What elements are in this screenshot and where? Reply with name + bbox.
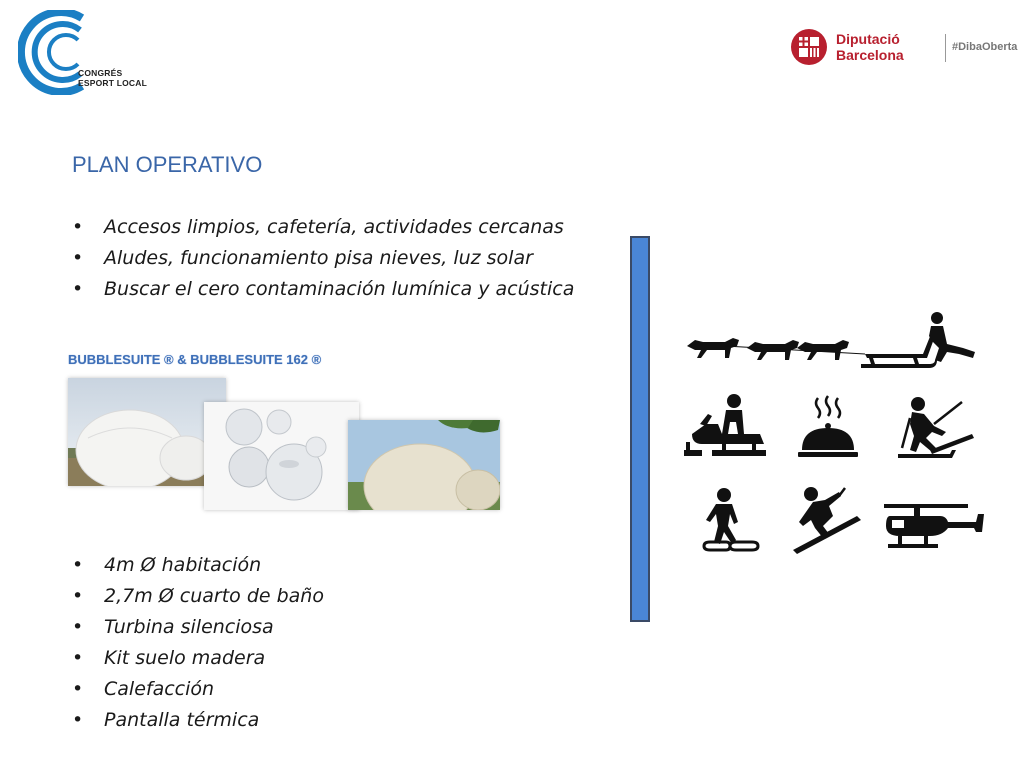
hashtag-label: #DibaOberta — [952, 41, 1018, 53]
list-item: • 4m Ø habitación — [72, 550, 324, 581]
restaurant-cloche-icon — [796, 394, 860, 464]
list-item: • Buscar el cero contaminación lumínica y acústica — [72, 274, 574, 305]
list-item: • Pantalla térmica — [72, 705, 324, 736]
helicopter-icon — [880, 502, 984, 552]
congres-esport-local-logo — [18, 10, 158, 100]
diputacio-barcelona-logo — [790, 28, 1018, 70]
vertical-accent-bar — [630, 236, 650, 622]
snowshoe-icon — [702, 488, 762, 556]
org-name — [836, 31, 904, 63]
list-item: • 2,7m Ø cuarto de baño — [72, 581, 324, 612]
list-item: • Kit suelo madera — [72, 643, 324, 674]
logo-text — [78, 68, 147, 88]
logo-line-2: ESPORT LOCAL — [78, 78, 147, 88]
downhill-ski-icon — [793, 486, 861, 556]
bullet-list-bottom — [72, 550, 324, 736]
cross-country-ski-icon — [890, 396, 974, 460]
slide-title: PLAN OPERATIVO — [72, 152, 263, 177]
bullet-list-top — [72, 212, 574, 305]
list-item: • Calefacción — [72, 674, 324, 705]
bubble-tent-photo-3 — [348, 420, 500, 510]
logo-line-1: CONGRÉS — [78, 68, 123, 78]
collage-title: BUBBLESUITE ® & BUBBLESUITE 162 ® — [68, 352, 322, 367]
org-line-1: Diputació — [836, 31, 900, 47]
list-item: • Aludes, funcionamiento pisa nieves, luz solar — [72, 243, 574, 274]
snowmobile-icon — [682, 394, 768, 464]
bubble-tent-photo-1 — [68, 378, 226, 486]
bubble-tent-photo-2 — [204, 402, 359, 510]
logo-divider — [945, 34, 946, 62]
org-line-2: Barcelona — [836, 47, 904, 63]
bubblesuite-image-collage — [66, 348, 500, 510]
barcelona-seal-icon — [790, 28, 828, 66]
list-item: • Accesos limpios, cafetería, actividades cercanas — [72, 212, 574, 243]
list-item: • Turbina silenciosa — [72, 612, 324, 643]
dog-sled-icon — [685, 312, 980, 372]
